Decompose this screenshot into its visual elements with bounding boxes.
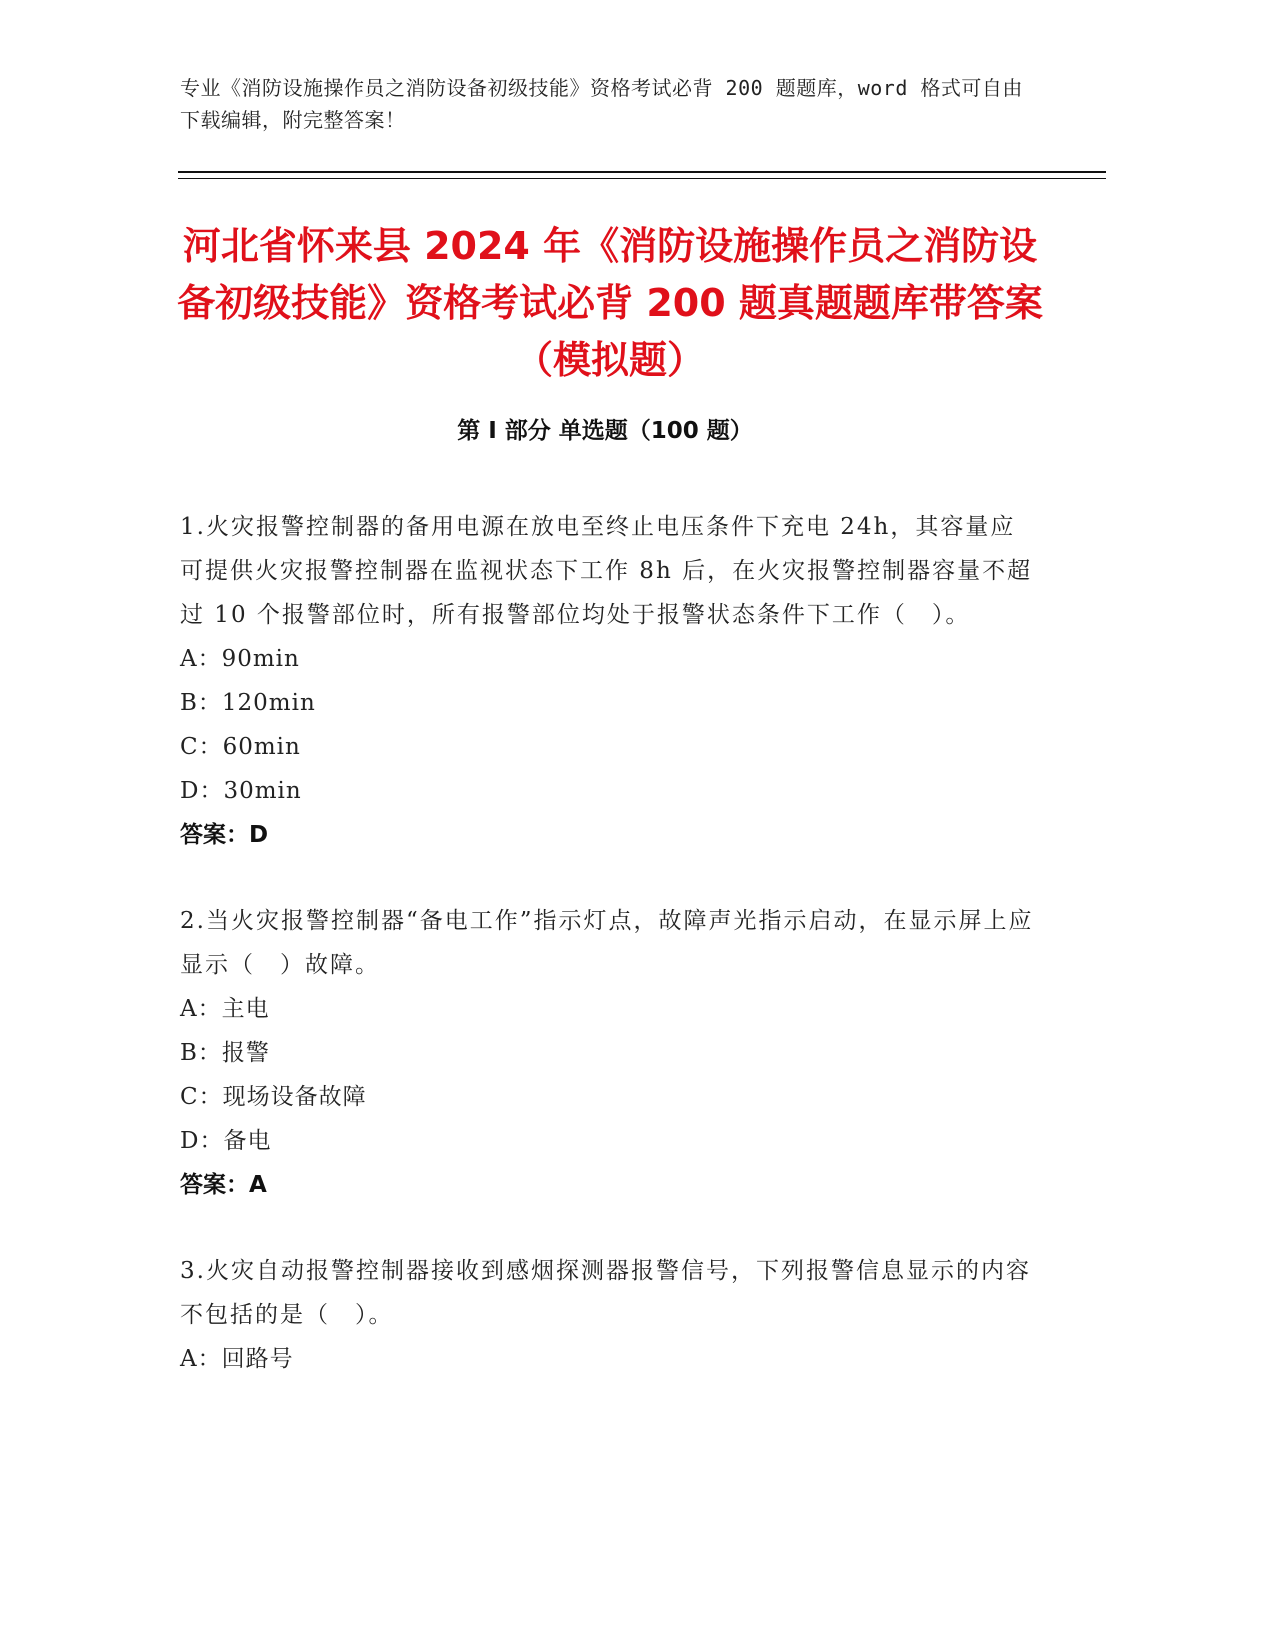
option-a: A：90min (180, 646, 300, 672)
section-heading: 第 I 部分 单选题（100 题） (457, 418, 753, 444)
header-rule-thick (178, 171, 1106, 173)
option-a: A：主电 (180, 996, 270, 1022)
option-d: D：30min (180, 778, 302, 804)
header-note: 专业《消防设施操作员之消防设备初级技能》资格考试必背 200 题题库，word 格式可自由下载编辑，附完整答案！ (180, 76, 1023, 132)
header-rule-thin (178, 178, 1106, 179)
answer-label: 答案：D (180, 822, 269, 848)
question-2 (180, 899, 1040, 1207)
answer-label: 答案：A (180, 1172, 267, 1198)
option-b: B：报警 (180, 1040, 270, 1066)
question-list (180, 505, 1040, 1423)
option-c: C：现场设备故障 (180, 1084, 367, 1110)
option-d: D：备电 (180, 1128, 272, 1154)
document-title: 河北省怀来县 2024 年《消防设施操作员之消防设备初级技能》资格考试必背 200 题真题题库带答案（模拟题） (177, 224, 1043, 382)
question-3 (180, 1249, 1040, 1381)
question-stem: 3.火灾自动报警控制器接收到感烟探测器报警信号，下列报警信息显示的内容不包括的是（ ）。 (180, 1258, 1031, 1328)
question-1 (180, 505, 1040, 857)
option-b: B：120min (180, 690, 316, 716)
question-stem: 2.当火灾报警控制器“备电工作”指示灯点，故障声光指示启动，在显示屏上应显示（ ）故障。 (180, 908, 1034, 978)
option-c: C：60min (180, 734, 301, 760)
option-a: A：回路号 (180, 1346, 294, 1372)
question-stem: 1.火灾报警控制器的备用电源在放电至终止电压条件下充电 24h，其容量应可提供火灾报警控制器在监视状态下工作 8h 后，在火灾报警控制器容量不超过 10 个报警部位时，所有报警部位均处于报警状态条件下工作（ ）。 (180, 514, 1033, 628)
